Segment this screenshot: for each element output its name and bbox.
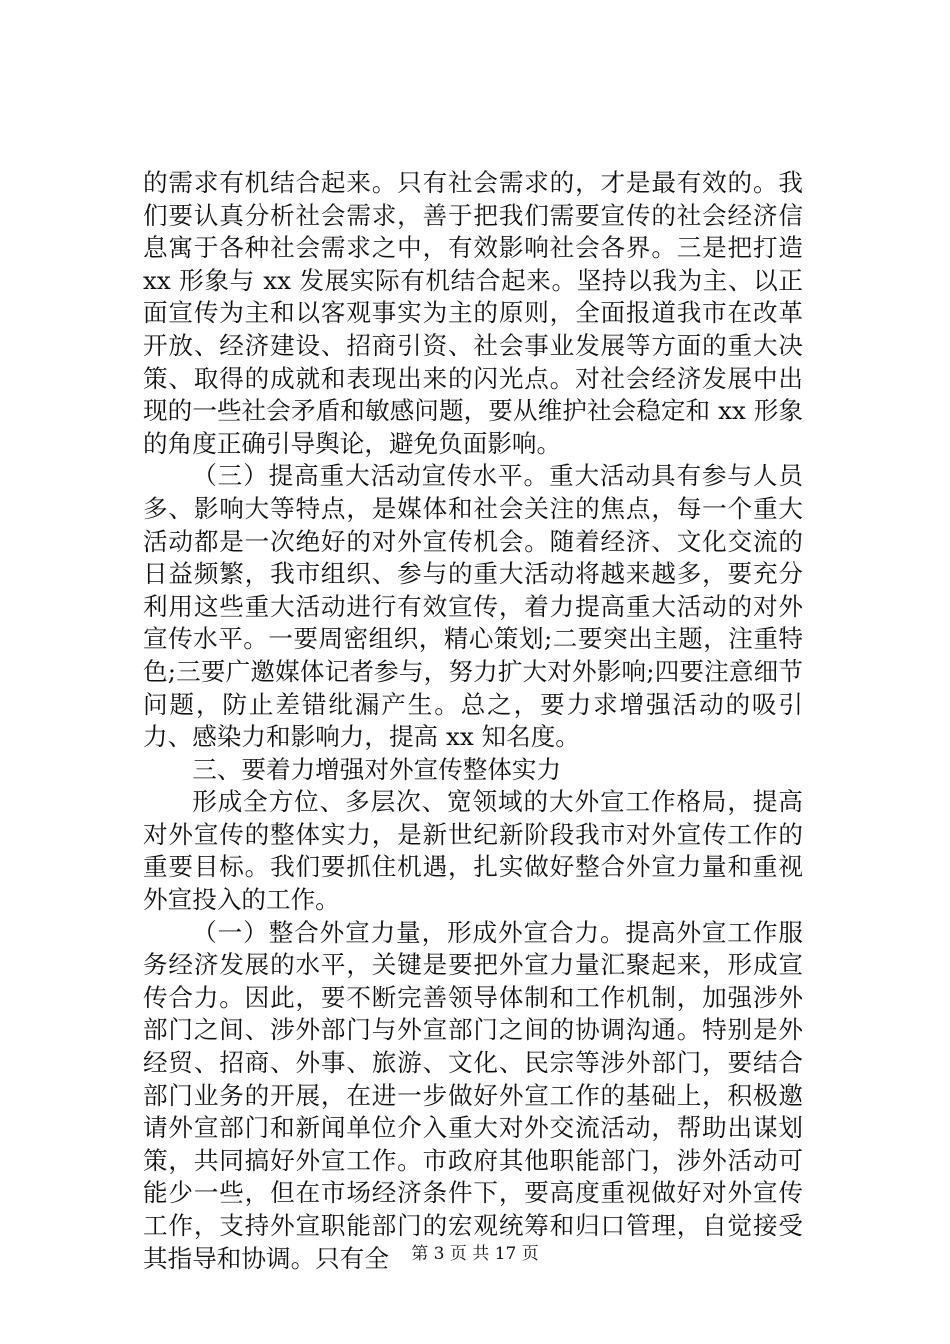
paragraph-4: 形成全方位、多层次、宽领域的大外宣工作格局，提高对外宣传的整体实力，是新世纪新阶段我市对外宣传工作的重要目标。我们要抓住机遇，扎实做好整合外宣力量和重视外宣投入的工作。 [143, 787, 803, 915]
section-heading: 三、要着力增强对外宣传整体实力 [192, 754, 562, 784]
paragraph-1: 的需求有机结合起来。只有社会需求的，才是最有效的。我们要认真分析社会需求，善于把我们需要宣传的社会经济信息寓于各种社会需求之中，有效影响社会各界。三是把打造 xx 形象与 xx 发展实际有机结合起来。坚持以我为主、以正面宣传为主和以客观事实为主的原则，全面报道我市在改革开放、经济建设、招商引资、社会事业发展等方面的重大决策、取得的成就和表现出来的闪光点。对社会经济发展中出现的一些社会矛盾和敏感问题，要从维护社会稳定和 xx 形象的角度正确引导舆论，避免负面影响。 [143, 168, 803, 458]
page-footer: 第 3 页 共 17 页 [411, 1244, 539, 1264]
paragraph-5: （一）整合外宣力量，形成外宣合力。提高外宣工作服务经济发展的水平，关键是要把外宣力量汇聚起来，形成宣传合力。因此，要不断完善领导体制和工作机制，加强涉外部门之间、涉外部门与外宣部门之间的协调沟通。特别是外经贸、招商、外事、旅游、文化、民宗等涉外部门，要结合部门业务的开展，在进一步做好外宣工作的基础上，积极邀请外宣部门和新闻单位介入重大对外交流活动，帮助出谋划策，共同搞好外宣工作。市政府其他职能部门，涉外活动可能少一些，但在市场经济条件下，要高度重视做好对外宣传工作，支持外宣职能部门的宏观统筹和归口管理，自觉接受其指导和协调。只有全 [143, 917, 803, 1273]
paragraph-2: （三）提高重大活动宣传水平。重大活动具有参与人员多、影响大等特点，是媒体和社会关注的焦点，每一个重大活动都是一次绝好的对外宣传机会。随着经济、文化交流的日益频繁，我市组织、参与的重大活动将越来越多，要充分利用这些重大活动进行有效宣传，着力提高重大活动的对外宣传水平。一要周密组织，精心策划;二要突出主题，注重特色;三要广邀媒体记者参与，努力扩大对外影响;四要注意细节问题，防止差错纰漏产生。总之，要力求增强活动的吸引力、感染力和影响力，提高 xx 知名度。 [143, 461, 803, 752]
document-body [143, 167, 803, 1275]
